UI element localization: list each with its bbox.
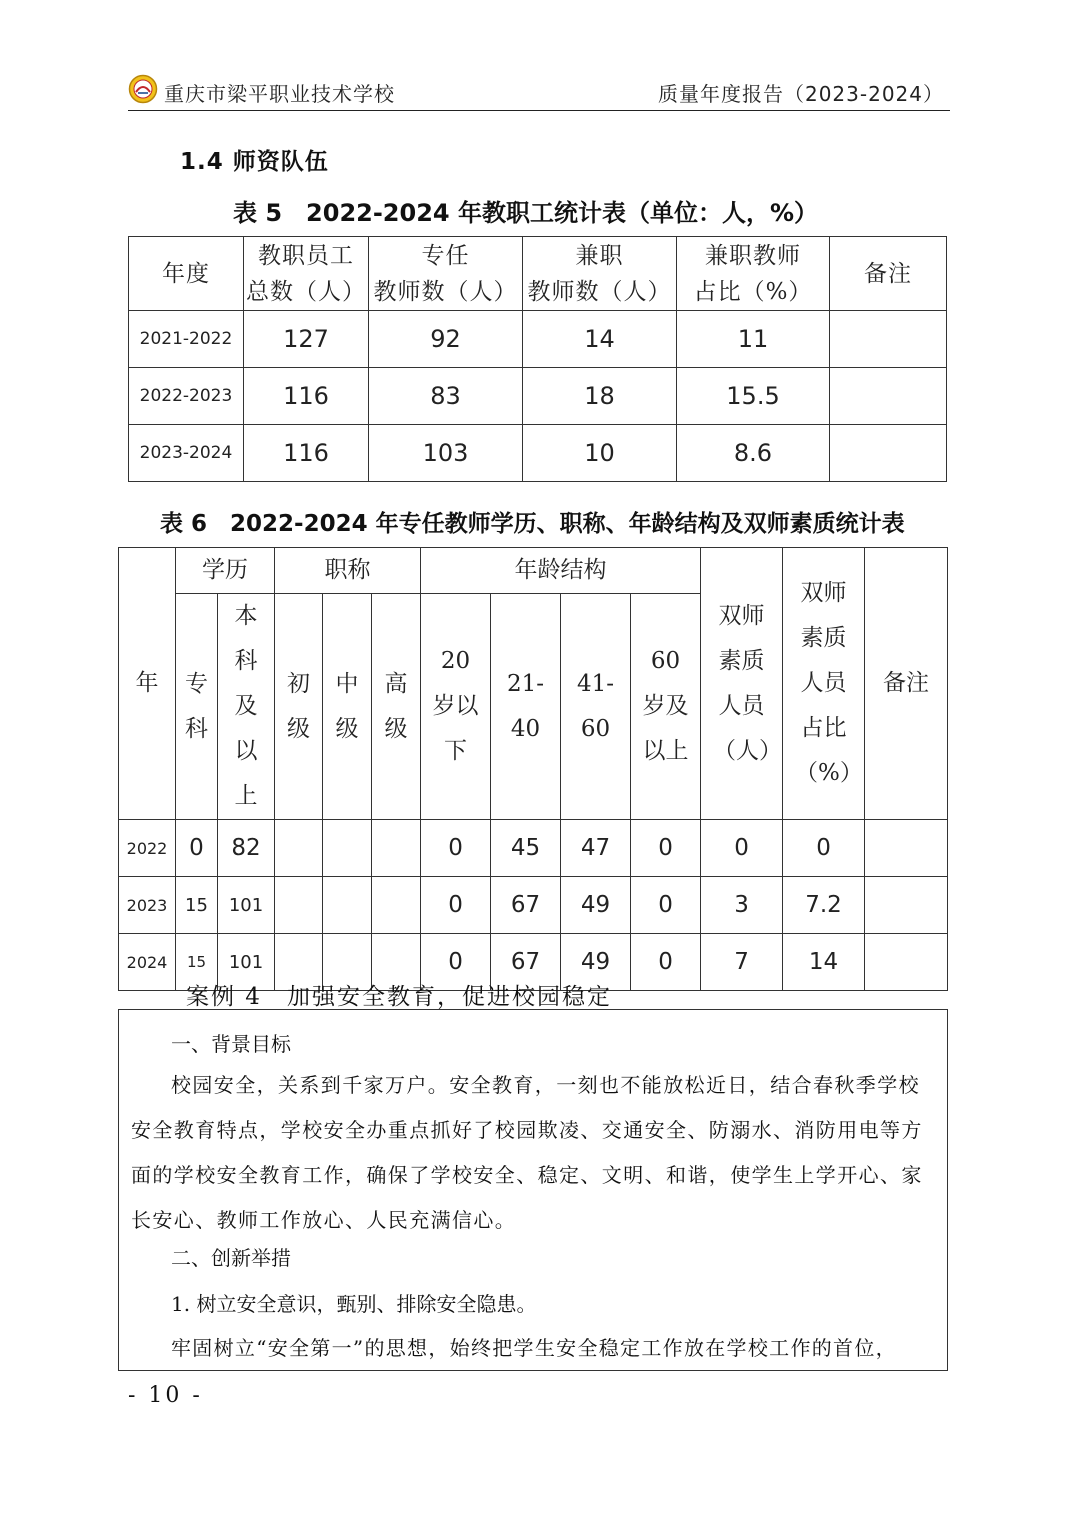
table-cell: 15.5 bbox=[677, 368, 830, 425]
table-cell: 83 bbox=[369, 368, 523, 425]
table-cell bbox=[865, 934, 948, 991]
header-cell: 21-40 bbox=[491, 594, 561, 820]
table-cell bbox=[372, 820, 421, 877]
header-cell: 备注 bbox=[865, 548, 948, 820]
table-cell: 3 bbox=[701, 877, 783, 934]
table-cell: 82 bbox=[218, 820, 275, 877]
table-cell: 7.2 bbox=[783, 877, 865, 934]
header-cell: 中级 bbox=[323, 594, 372, 820]
header-cell: 20岁以下 bbox=[421, 594, 491, 820]
table-cell bbox=[275, 877, 323, 934]
table-cell: 11 bbox=[677, 311, 830, 368]
table-header-row bbox=[129, 237, 947, 311]
page-header bbox=[128, 70, 950, 111]
header-cell: 教职员工 总数（人） bbox=[244, 237, 369, 311]
table-cell bbox=[830, 368, 947, 425]
table-cell: 15 bbox=[176, 877, 218, 934]
table-cell: 2023 bbox=[119, 877, 176, 934]
case-paragraph: 牢固树立“安全第一”的思想，始终把学生安全稳定工作放在学校工作的首位， bbox=[171, 1336, 897, 1360]
header-cell: 年龄结构 bbox=[421, 548, 701, 594]
staff-statistics-table bbox=[128, 236, 947, 482]
table-cell: 8.6 bbox=[677, 425, 830, 482]
table-cell: 0 bbox=[421, 820, 491, 877]
table-cell: 2021-2022 bbox=[129, 311, 244, 368]
table-cell bbox=[865, 877, 948, 934]
table-cell: 116 bbox=[244, 425, 369, 482]
case-section-heading: 二、创新举措 bbox=[171, 1246, 291, 1270]
header-cell: 41-60 bbox=[561, 594, 631, 820]
table-cell: 2023-2024 bbox=[129, 425, 244, 482]
case-list-item: 1. 树立安全意识，甄别、排除安全隐患。 bbox=[171, 1292, 537, 1316]
table-cell bbox=[830, 311, 947, 368]
table-cell: 0 bbox=[421, 934, 491, 991]
table-cell: 2022 bbox=[119, 820, 176, 877]
header-cell: 60岁及以上 bbox=[631, 594, 701, 820]
header-cell: 本科及以上 bbox=[218, 594, 275, 820]
case-section-heading: 一、背景目标 bbox=[171, 1032, 291, 1056]
header-cell: 职称 bbox=[275, 548, 421, 594]
report-title: 质量年度报告（2023-2024） bbox=[657, 82, 944, 106]
table-cell bbox=[323, 820, 372, 877]
table-cell: 47 bbox=[561, 820, 631, 877]
page-number: - 10 - bbox=[128, 1383, 203, 1408]
table6-caption: 表 6 2022-2024 年专任教师学历、职称、年龄结构及双师素质统计表 bbox=[160, 511, 905, 537]
table-cell: 0 bbox=[421, 877, 491, 934]
section-title: 1.4 师资队伍 bbox=[180, 149, 329, 175]
header-cell: 双师素质人员（人） bbox=[701, 548, 783, 820]
table-cell: 49 bbox=[561, 934, 631, 991]
school-name: 重庆市梁平职业技术学校 bbox=[164, 82, 395, 106]
table-cell bbox=[372, 877, 421, 934]
header-cell: 专科 bbox=[176, 594, 218, 820]
table-cell: 49 bbox=[561, 877, 631, 934]
table-row bbox=[129, 425, 947, 482]
table-cell: 103 bbox=[369, 425, 523, 482]
header-cell: 兼职教师 占比（%） bbox=[677, 237, 830, 311]
table-cell: 2022-2023 bbox=[129, 368, 244, 425]
teacher-structure-table bbox=[118, 547, 948, 991]
table-cell bbox=[323, 877, 372, 934]
table-cell: 92 bbox=[369, 311, 523, 368]
header-cell: 年度 bbox=[129, 237, 244, 311]
table-cell: 14 bbox=[783, 934, 865, 991]
table-row bbox=[129, 368, 947, 425]
table-cell: 0 bbox=[631, 877, 701, 934]
table-row bbox=[119, 877, 948, 934]
table-row bbox=[129, 311, 947, 368]
table-cell: 2024 bbox=[119, 934, 176, 991]
table-cell: 18 bbox=[523, 368, 677, 425]
header-cell: 高级 bbox=[372, 594, 421, 820]
case-paragraph: 校园安全，关系到千家万户。安全教育，一刻也不能放松近日，结合春秋季学校安全教育特点，学校安全办重点抓好了校园欺凌、交通安全、防溺水、消防用电等方面的学校安全教育工作，确保了学校安全、稳定、文明、和谐，使学生上学开心、家长安心、教师工作放心、人民充满信心。 bbox=[131, 1073, 923, 1232]
table-cell: 0 bbox=[631, 820, 701, 877]
header-cell: 兼职 教师数（人） bbox=[523, 237, 677, 311]
table-cell: 45 bbox=[491, 820, 561, 877]
table-cell: 0 bbox=[631, 934, 701, 991]
header-cell: 专任 教师数（人） bbox=[369, 237, 523, 311]
table-cell: 116 bbox=[244, 368, 369, 425]
case-title: 案例 4 加强安全教育，促进校园稳定 bbox=[186, 984, 612, 1010]
table-cell: 67 bbox=[491, 934, 561, 991]
table-cell: 14 bbox=[523, 311, 677, 368]
table-cell: 0 bbox=[176, 820, 218, 877]
header-cell: 初级 bbox=[275, 594, 323, 820]
header-cell: 学历 bbox=[176, 548, 275, 594]
case-box bbox=[118, 1009, 948, 1371]
header-cell: 备注 bbox=[830, 237, 947, 311]
table-row bbox=[119, 820, 948, 877]
table-cell: 15 bbox=[176, 934, 218, 991]
table-cell: 10 bbox=[523, 425, 677, 482]
table-cell bbox=[865, 820, 948, 877]
table-cell bbox=[830, 425, 947, 482]
table-cell: 0 bbox=[783, 820, 865, 877]
table-cell: 127 bbox=[244, 311, 369, 368]
table5-caption: 表 5 2022-2024 年教职工统计表（单位：人，%） bbox=[233, 199, 819, 227]
table-cell bbox=[275, 820, 323, 877]
table-cell: 101 bbox=[218, 877, 275, 934]
header-cell: 年 bbox=[119, 548, 176, 820]
school-logo-icon bbox=[128, 74, 158, 104]
header-cell: 双师素质人员占比（%） bbox=[783, 548, 865, 820]
table-cell: 101 bbox=[218, 934, 275, 991]
table-cell: 67 bbox=[491, 877, 561, 934]
table-cell: 7 bbox=[701, 934, 783, 991]
table-header-row bbox=[119, 548, 948, 594]
table-cell: 0 bbox=[701, 820, 783, 877]
